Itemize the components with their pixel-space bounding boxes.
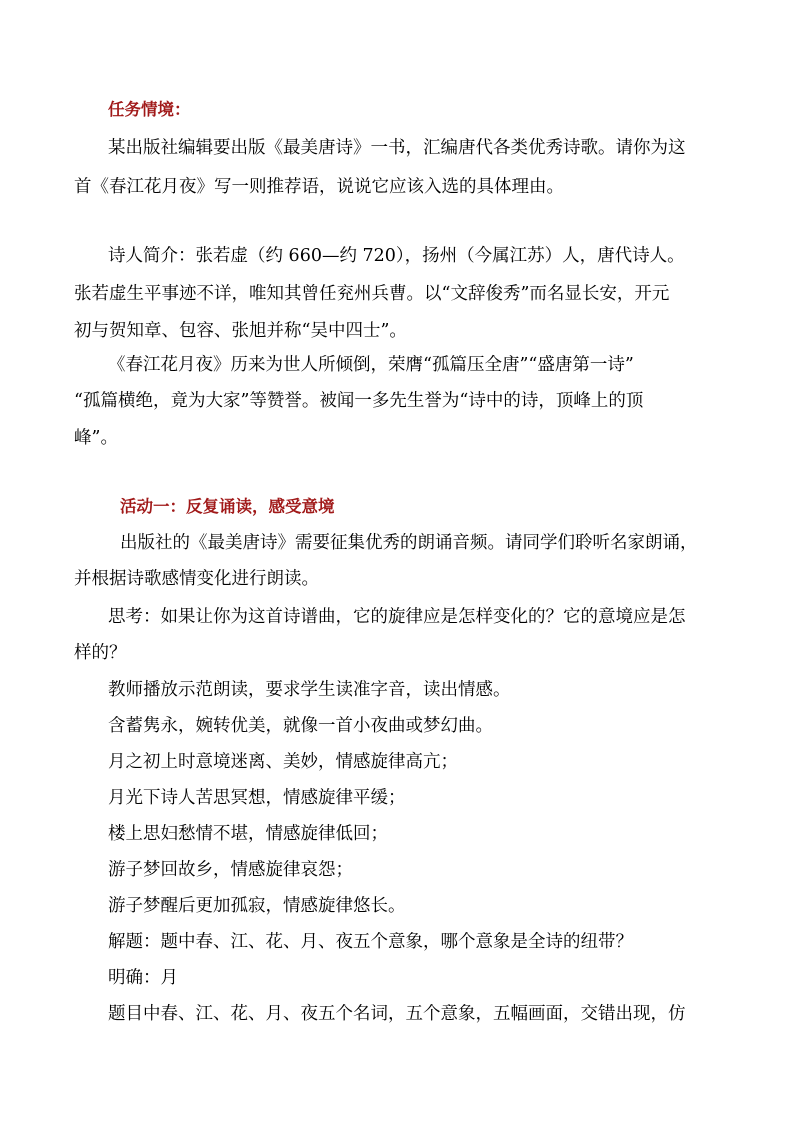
task-heading: 任务情境： xyxy=(108,100,191,119)
activity1-line-14: 题目中春、江、花、月、夜五个名词，五个意象，五幅画面，交错出现，仿 xyxy=(108,1004,686,1024)
task-line-2: 首《春江花月夜》写一则推荐语，说说它应该入选的具体理由。 xyxy=(74,177,564,197)
activity1-heading: 活动一：反复诵读，感受意境 xyxy=(120,497,335,516)
intro-line-4: 《春江花月夜》历来为世人所倾倒，荣膺“孤篇压全唐”“盛唐第一诗” xyxy=(108,355,634,375)
activity1-line-3: 思考：如果让你为这首诗谱曲，它的旋律应是怎样变化的？它的意境应是怎 xyxy=(108,607,686,627)
activity1-line-9: 楼上思妇愁情不堪，情感旋律低回； xyxy=(108,824,388,844)
activity1-line-8: 月光下诗人苦思冥想，情感旋律平缓； xyxy=(108,788,406,808)
intro-line-3: 初与贺知章、包容、张旭并称“吴中四士”。 xyxy=(74,321,407,341)
intro-line-1: 诗人简介：张若虚（约 660—约 720），扬州（今属江苏）人，唐代诗人。 xyxy=(108,246,685,266)
task-line-1: 某出版社编辑要出版《最美唐诗》一书，汇编唐代各类优秀诗歌。请你为这 xyxy=(108,138,686,158)
activity1-line-11: 游子梦醒后更加孤寂，情感旋律悠长。 xyxy=(108,896,406,916)
activity1-line-5: 教师播放示范朗读，要求学生读准字音，读出情感。 xyxy=(108,680,511,700)
intro-line-2: 张若虚生平事迹不详，唯知其曾任兖州兵曹。以“文辞俊秀”而名显长安，开元 xyxy=(74,284,670,304)
activity1-line-2: 并根据诗歌感情变化进行朗读。 xyxy=(74,569,319,589)
intro-line-5: “孤篇横绝，竟为大家”等赞誉。被闻一多先生誉为“诗中的诗，顶峰上的顶 xyxy=(74,391,644,411)
intro-line-6: 峰”。 xyxy=(74,428,118,448)
activity1-line-12: 解题：题中春、江、花、月、夜五个意象，哪个意象是全诗的纽带？ xyxy=(108,932,633,952)
activity1-line-1: 出版社的《最美唐诗》需要征集优秀的朗诵音频。请同学们聆听名家朗诵， xyxy=(120,533,698,553)
activity1-line-10: 游子梦回故乡，情感旋律哀怨； xyxy=(108,860,353,880)
activity1-line-13: 明确：月 xyxy=(108,968,178,988)
activity1-line-6: 含蓄隽永，婉转优美，就像一首小夜曲或梦幻曲。 xyxy=(108,716,493,736)
activity1-line-4: 样的？ xyxy=(74,643,127,663)
activity1-line-7: 月之初上时意境迷离、美妙，情感旋律高亢； xyxy=(108,752,458,772)
